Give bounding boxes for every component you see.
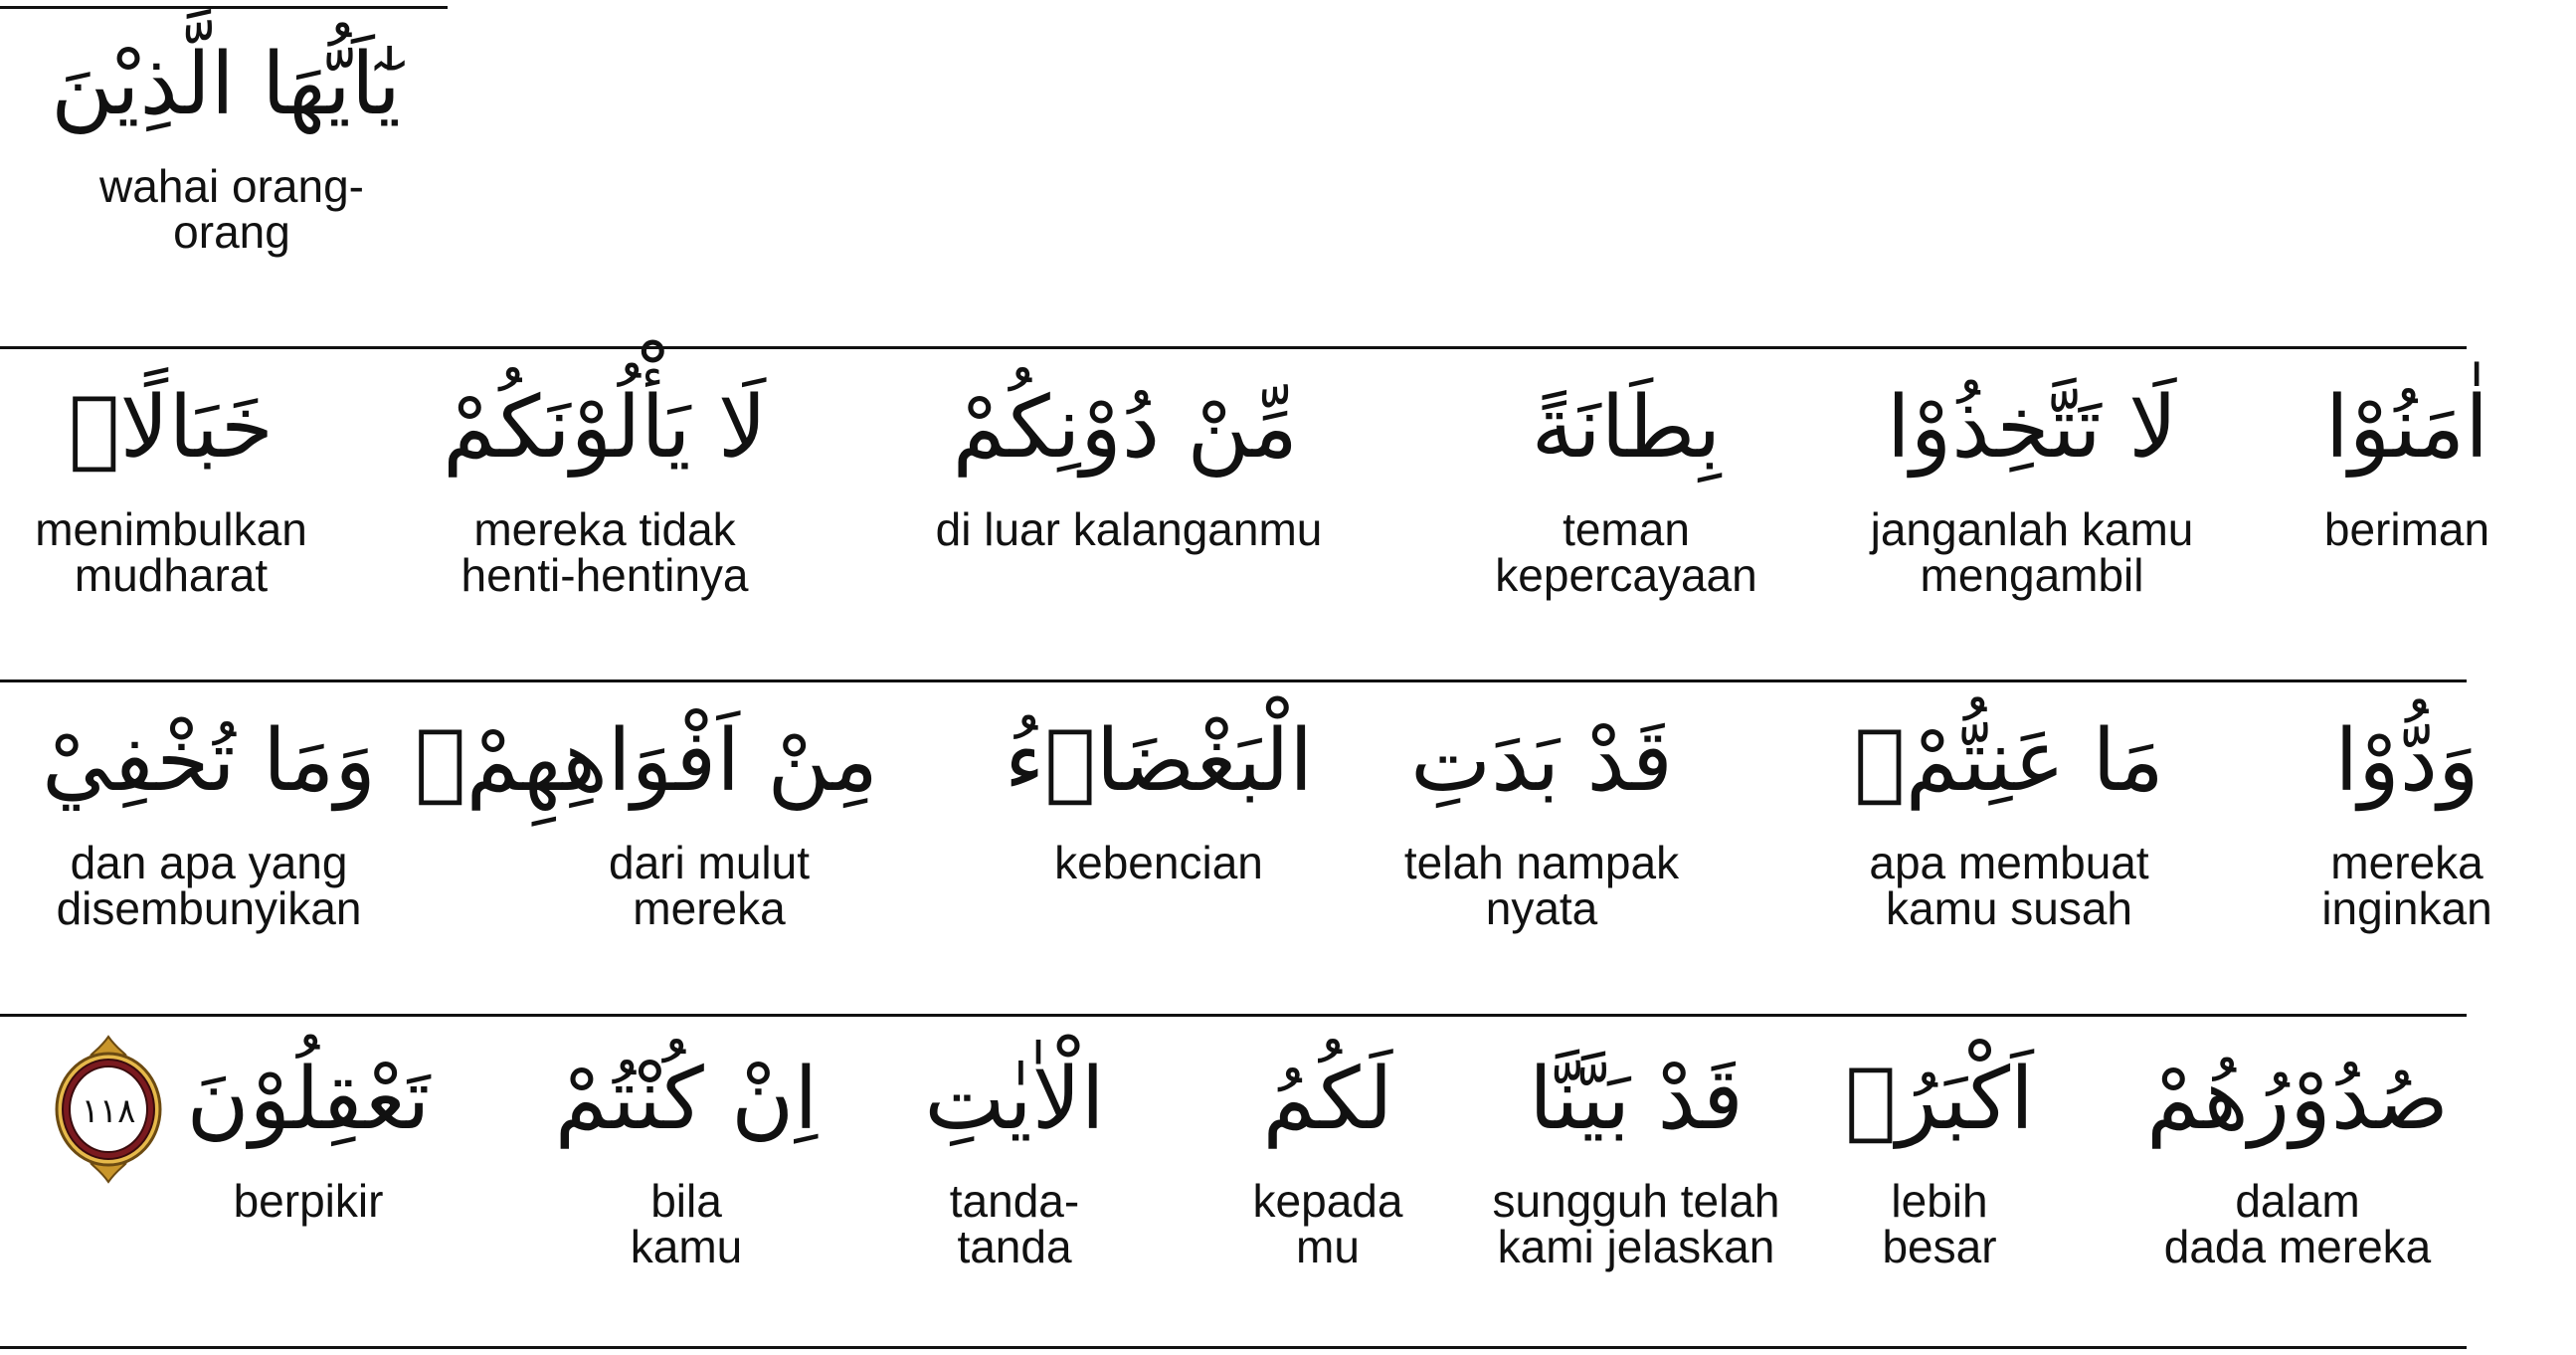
arabic-word: لَكُمُ [1262,1050,1393,1149]
word-pair [990,686,1328,888]
indonesian-gloss: dan apa yang disembunyikan [56,837,362,934]
arabic-word: قَدْ بَيَّنَّا [1529,1050,1744,1149]
ayah-number-medallion [52,1035,165,1184]
indonesian-gloss: dalam dada mereka [2163,1175,2432,1272]
arabic-word: مِنْ اَفْوَاهِهِمْۖ [414,711,878,811]
arabic-word: وَدُّوْا [2334,711,2480,811]
arabic-word: لَا تَتَّخِذُوْا [1886,378,2178,478]
word-pair [414,686,878,934]
indonesian-gloss: dari mulut mereka [609,837,810,934]
row-divider [0,1014,2467,1017]
word-pair [139,1025,477,1227]
word-pair [845,1025,1184,1272]
indonesian-gloss: apa membuat kamu susah [1869,837,2149,934]
indonesian-gloss: beriman [2323,503,2490,555]
indonesian-gloss: wahai orang- orang [99,160,364,258]
word-pair [1467,1025,1805,1272]
arabic-word: صُدُوْرُهُمْ [2146,1050,2449,1149]
arabic-word: اَكْبَرُۗ [1845,1050,2034,1149]
word-pair [2128,1025,2467,1272]
word-pair [1863,353,2201,601]
indonesian-gloss: menimbulkan mudharat [35,503,307,601]
word-pair [2238,686,2576,934]
indonesian-gloss: janganlah kamu mengambil [1870,503,2194,601]
indonesian-gloss: telah nampak nyata [1403,837,1680,934]
word-pair [2238,353,2576,555]
row-divider [0,346,2467,349]
indonesian-gloss: bila kamu [630,1175,743,1272]
word-pair [1373,686,1711,934]
arabic-word: وَمَا تُخْفِيْ [42,711,376,811]
word-pair [436,353,774,601]
indonesian-gloss: sungguh telah kami jelaskan [1492,1175,1780,1272]
arabic-word: الْبَغْضَاۤءُ [1004,711,1314,811]
indonesian-gloss: mereka tidak henti-hentinya [460,503,749,601]
arabic-word: لَا يَأْلُوْنَكُمْ [443,378,767,478]
word-pair [1159,1025,1497,1272]
arabic-word: بِطَانَةً [1531,378,1722,478]
indonesian-gloss: teman kepercayaan [1495,503,1757,601]
arabic-word: قَدْ بَدَتِ [1410,711,1673,811]
word-pair [1457,353,1795,601]
indonesian-gloss: kepada mu [1252,1175,1403,1272]
indonesian-gloss: tanda- tanda [949,1175,1080,1272]
arabic-word: اٰمَنُوْا [2324,378,2489,478]
arabic-word: تَعْقِلُوْنَ [186,1050,431,1149]
word-pair [40,686,378,934]
word-pair [1770,1025,2109,1272]
indonesian-gloss: kebencian [1054,837,1263,888]
indonesian-gloss: di luar kalanganmu [935,503,1323,555]
ayah-number: ١١٨ [81,1091,136,1131]
arabic-word: مَا عَنِتُّمْۚ [1854,711,2164,811]
word-pair [2,353,340,601]
word-pair [935,353,1323,555]
arabic-word: الْاٰيٰتِ [924,1050,1105,1149]
arabic-word: يٰٓاَيُّهَا الَّذِيْنَ [51,35,401,134]
arabic-word: خَبَالًاۗ [69,378,274,478]
indonesian-gloss: berpikir [233,1175,384,1227]
arabic-word: اِنْ كُنْتُمْ [554,1050,819,1149]
word-pair [517,1025,855,1272]
word-pair [1840,686,2178,934]
top-rule [0,6,448,9]
arabic-word: مِّنْ دُوْنِكُمْ [952,378,1298,478]
row-divider [0,679,2467,682]
row-divider [0,1346,2467,1349]
word-pair [51,10,401,258]
indonesian-gloss: mereka inginkan [2321,837,2492,934]
indonesian-gloss: lebih besar [1882,1175,1997,1272]
